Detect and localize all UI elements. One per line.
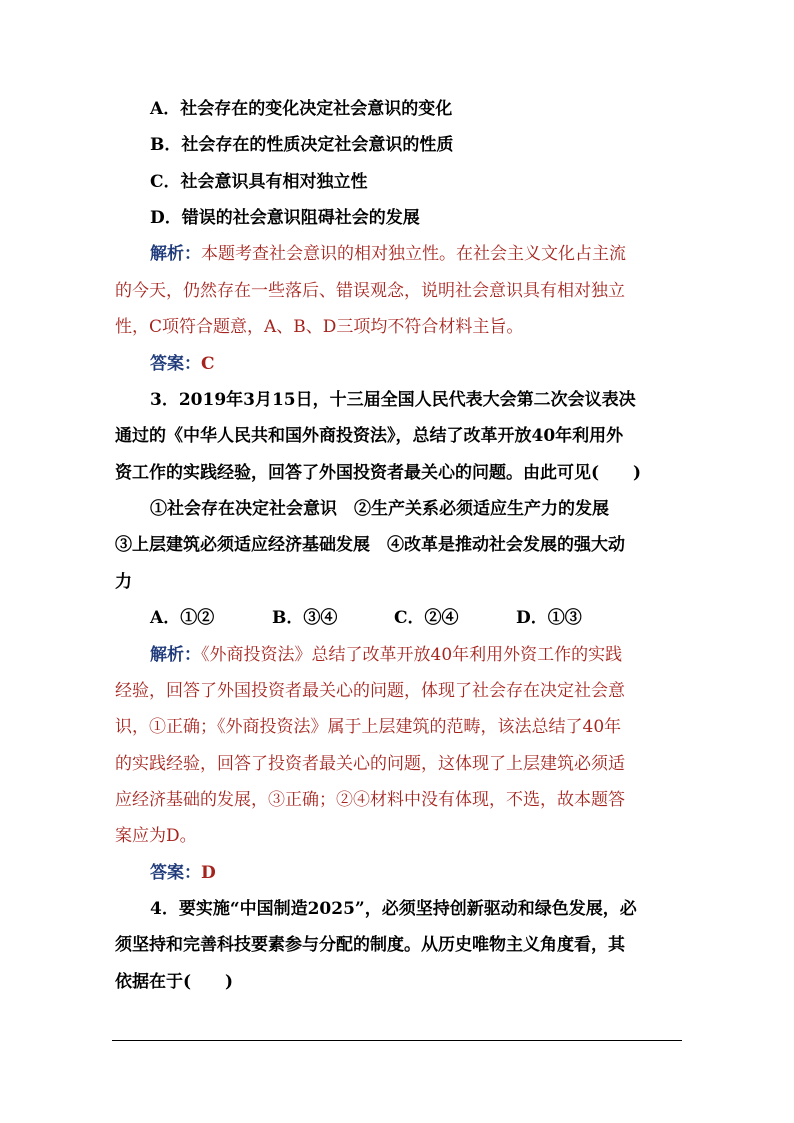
q2-answer-value: C <box>201 354 215 374</box>
q3-option-c: C．②④ <box>394 608 459 628</box>
q3-analysis-line: 的实践经验，回答了投资者最关心的问题，这体现了上层建筑必须适 <box>115 754 625 774</box>
q3-analysis-line: 经验，回答了外国投资者最关心的问题，体现了社会存在决定社会意 <box>115 681 625 701</box>
q3-answer-line <box>150 863 685 883</box>
q3-option-b: B．③④ <box>272 608 338 628</box>
q2-answer-label: 答案： <box>150 354 201 374</box>
q2-answer-line <box>150 354 685 374</box>
q3-analysis-label: 解析： <box>150 645 201 665</box>
q3-statement-line: 力 <box>115 572 132 592</box>
q2-analysis-label: 解析： <box>150 244 201 264</box>
q2-option-c: C．社会意识具有相对独立性 <box>150 172 368 192</box>
q3-analysis-line: 案应为D。 <box>115 826 197 846</box>
q3-analysis-line <box>150 645 685 665</box>
q3-stem-line: 3．2019年3月15日，十三届全国人民代表大会第二次会议表决 <box>150 390 636 410</box>
q3-statement-line: ①社会存在决定社会意识 ②生产关系必须适应生产力的发展 <box>150 499 609 519</box>
q3-option-a: A．①② <box>150 608 215 628</box>
q3-analysis-line: 识，①正确；《外商投资法》属于上层建筑的范畴，该法总结了40年 <box>115 717 622 737</box>
q4-stem-line: 依据在于( ) <box>115 972 234 992</box>
q3-stem-line: 通过的《中华人民共和国外商投资法》，总结了改革开放40年利用外 <box>115 426 624 446</box>
q3-stem-line: 资工作的实践经验，回答了外国投资者最关心的问题。由此可见( ) <box>115 463 642 483</box>
q3-analysis-line: 应经济基础的发展，③正确；②④材料中没有体现，不选，故本题答 <box>115 790 625 810</box>
q4-stem-line: 须坚持和完善科技要素参与分配的制度。从历史唯物主义角度看，其 <box>115 935 625 955</box>
q2-analysis-line: 的今天，仍然存在一些落后、错误观念，说明社会意识具有相对独立 <box>115 281 625 301</box>
q2-analysis-line: 性，C项符合题意，A、B、D三项均不符合材料主旨。 <box>115 317 524 337</box>
q3-option-d: D．①③ <box>516 608 582 628</box>
q3-answer-value: D <box>201 863 216 883</box>
q3-analysis-text: 《外商投资法》总结了改革开放40年利用外资工作的实践 <box>201 645 623 665</box>
q4-stem-line: 4．要实施“中国制造2025”，必须坚持创新驱动和绿色发展，必 <box>150 899 637 919</box>
q2-option-a: A．社会存在的变化决定社会意识的变化 <box>150 99 453 119</box>
q3-options-row <box>150 608 685 628</box>
q2-analysis-text: 本题考查社会意识的相对独立性。在社会主义文化占主流 <box>201 244 626 264</box>
q2-analysis-line <box>150 244 685 264</box>
footer-divider <box>112 1040 682 1041</box>
q2-option-b: B．社会存在的性质决定社会意识的性质 <box>150 135 454 155</box>
q3-answer-label: 答案： <box>150 863 201 883</box>
q2-option-d: D．错误的社会意识阻碍社会的发展 <box>150 208 420 228</box>
q3-statement-line: ③上层建筑必须适应经济基础发展 ④改革是推动社会发展的强大动 <box>115 535 625 555</box>
